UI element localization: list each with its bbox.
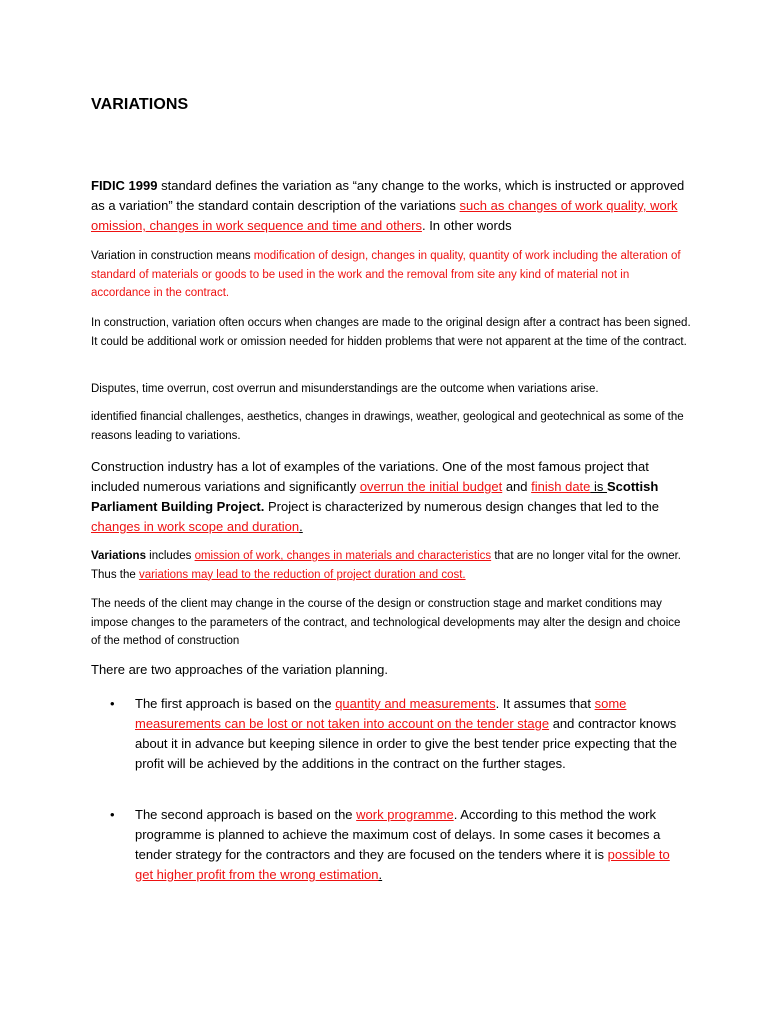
list-item-text: The first approach is based on the quantity and measurements. It assumes that some measurements can be lost or not taken into account on the tender stage and contractor knows about it in advance but keeping silence in order to give the best tender price expecting that the profit will be achieved by the additions in the contract on the further stages. bbox=[135, 696, 678, 771]
highlight-text: omission of work, changes in materials and characteristics bbox=[194, 550, 492, 562]
paragraph-construction: In construction, variation often occurs when changes are made to the original design after a contract has been signed. It could be additional work or omission needed for hidden problems that were not apparent at the time of the contract. bbox=[91, 317, 691, 348]
paragraph-fidic: FIDIC 1999 standard defines the variation as “any change to the works, which is instructed or approved as a variation” the standard contain description of the variations such as changes of work quality, work omission, changes in work sequence and time and others. In other words bbox=[91, 178, 685, 233]
paragraph-example: Construction industry has a lot of examples of the variations. One of the most famous project that included numerous variations and significantly overrun the initial budget and finish date is Scottish Parliament Building Project. Project is characterized by numerous design changes that led to the changes in work scope and duration. bbox=[91, 459, 659, 534]
paragraph-reasons: identified financial challenges, aesthetics, changes in drawings, weather, geological and geotechnical as some of the reasons leading to variations. bbox=[91, 411, 684, 442]
page-title: VARIATIONS bbox=[91, 96, 189, 113]
bullet-icon: • bbox=[110, 696, 115, 711]
highlight-text: changes in work scope and duration bbox=[91, 519, 300, 534]
project-name: Scottish Parliament Building Project. bbox=[91, 479, 659, 514]
highlight-text: overrun the initial budget bbox=[359, 479, 503, 494]
list-item-text: The second approach is based on the work programme. According to this method the work programme is planned to achieve the maximum cost of delays. In some cases it becomes a tender strategy for the contractors and they are focused on the tenders where it is possible to get higher profit from the wrong estimation. bbox=[135, 807, 670, 882]
paragraph-includes: Variations includes omission of work, changes in materials and characteristics that are no longer vital for the owner. Thus the variations may lead to the reduction of project duration and cost. bbox=[91, 550, 682, 581]
highlight-text: some measurements can be lost or not taken into account on the tender stage bbox=[135, 696, 627, 731]
highlight-text: such as changes of work quality, work omission, changes in work sequence and time and others bbox=[91, 198, 678, 233]
highlight-text: variations may lead to the reduction of project duration and cost. bbox=[138, 568, 466, 581]
paragraph-definition: Variation in construction means modification of design, changes in quality, quantity of work including the alteration of standard of materials or goods to be used in the work and the removal from site any kind of material not in accordance in the contract. bbox=[91, 250, 681, 299]
paragraph-client-needs: The needs of the client may change in the course of the design or construction stage and market conditions may impose changes to the parameters of the contract, and technological developments may alter the design and choice of the method of construction bbox=[91, 598, 681, 647]
paragraph-approaches: There are two approaches of the variation planning. bbox=[91, 662, 389, 677]
paragraph-disputes: Disputes, time overrun, cost overrun and misunderstandings are the outcome when variations arise. bbox=[91, 383, 599, 395]
highlight-text: work programme bbox=[356, 807, 454, 822]
highlight-text: modification of design, changes in quality, quantity of work including the alteration of standard of materials or goods to be used in the work and the removal from site any kind of material not in accordance in the contract. bbox=[91, 250, 681, 299]
highlight-text: finish date bbox=[531, 479, 591, 494]
highlight-text: possible to get higher profit from the wrong estimation bbox=[135, 847, 670, 882]
fidic-label: FIDIC 1999 bbox=[91, 178, 158, 193]
highlight-text: quantity and measurements bbox=[335, 696, 496, 711]
bullet-icon: • bbox=[110, 807, 115, 822]
